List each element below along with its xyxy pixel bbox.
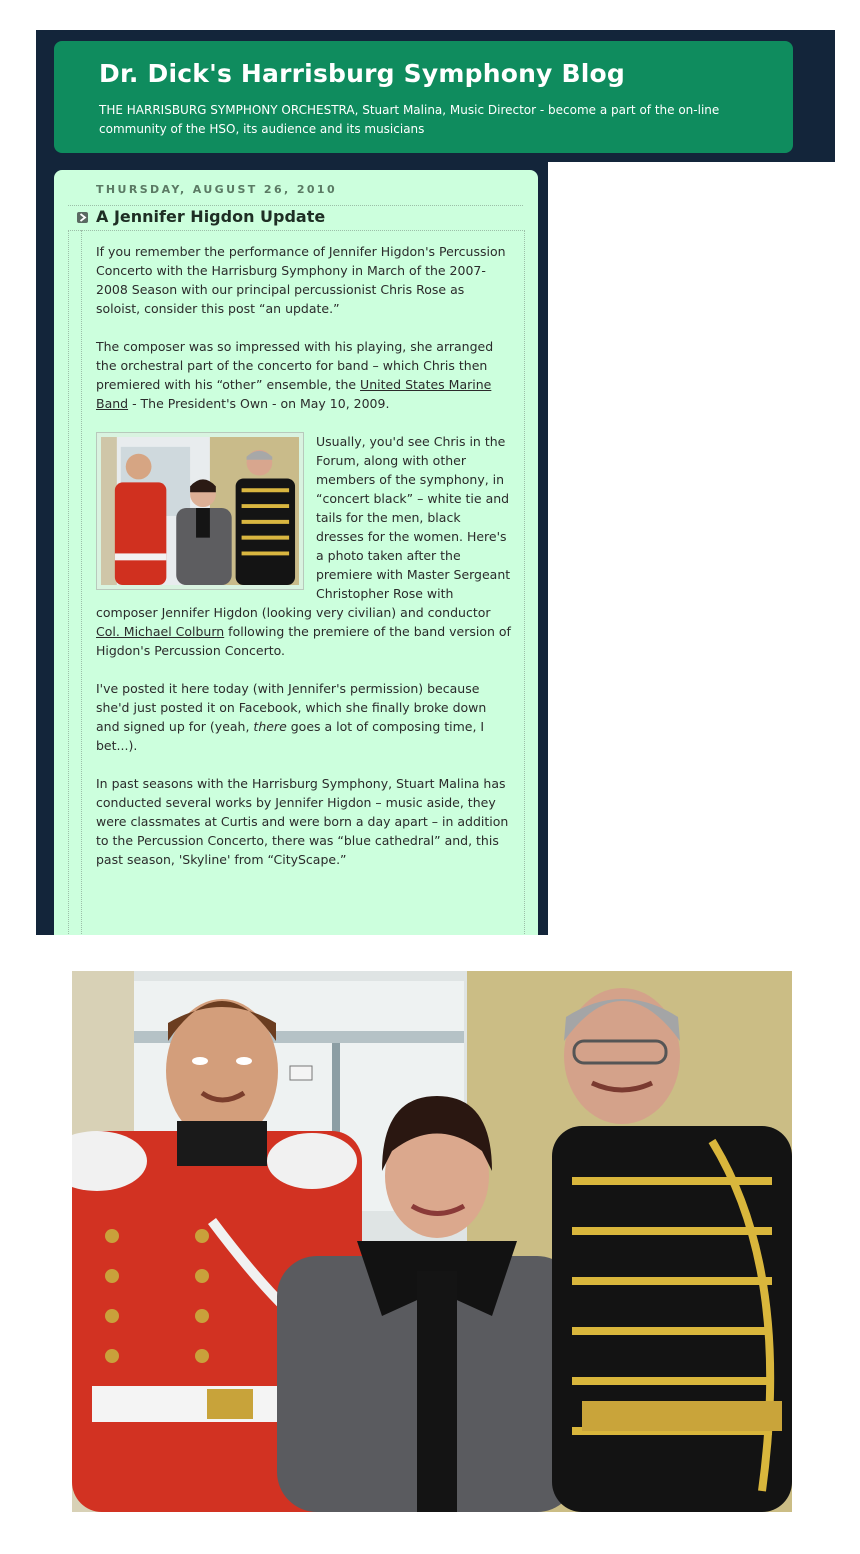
- blog-description: THE HARRISBURG SYMPHONY ORCHESTRA, Stuart Malina, Music Director - become a part of the on-line community of the HSO, its audience and its musicians: [99, 103, 720, 136]
- post-title[interactable]: A Jennifer Higdon Update: [96, 207, 326, 226]
- paragraph-band-text-a: The composer was so impressed with his playing, she arranged the orchestral part of the concerto for band – which Chris then premiered with his “other” ensemble, the: [96, 339, 494, 392]
- paragraph-facebook-text-a: I've posted it here today (with Jennifer's permission) because she'd just posted it on Facebook, which she finally broke down and signed up for (yeah,: [96, 681, 487, 734]
- paragraph-intro: If you remember the performance of Jennifer Higdon's Percussion Concerto with the Harrisburg Symphony in March of the 2007-2008 Season with our principal percussionist Chris Rose as soloist, consider this post “an update.”: [96, 244, 506, 316]
- post-container: [54, 170, 538, 935]
- enlarged-photo: [72, 971, 792, 1512]
- paragraph-band: [96, 337, 512, 413]
- paragraph-facebook-emphasis: there: [253, 719, 287, 734]
- link-us-marine-band[interactable]: United States Marine Band: [96, 377, 492, 411]
- photo-image: [101, 437, 299, 585]
- post-body: [96, 242, 512, 888]
- blog-title[interactable]: Dr. Dick's Harrisburg Symphony Blog: [99, 59, 625, 88]
- post-date: THURSDAY, AUGUST 26, 2010: [96, 183, 338, 196]
- arrow-right-icon: [77, 212, 88, 223]
- paragraph-facebook: [96, 679, 512, 755]
- link-col-michael-colburn[interactable]: Col. Michael Colburn: [96, 624, 225, 639]
- paragraph-facebook-text-b: goes a lot of composing time, I bet...).: [96, 719, 485, 753]
- thumbnail-illustration: [101, 437, 299, 585]
- blog-header: [54, 41, 793, 153]
- paragraph-band-text-b: - The President's Own - on May 10, 2009.: [128, 396, 390, 411]
- enlarged-photo-illustration: [72, 971, 792, 1512]
- paragraph-photo-text-a: Usually, you'd see Chris in the Forum, along with other members of the symphony, in “concert black” – white tie and tails for the men, black dresses for the women. Here's a photo taken after the premiere with Master Sergeant Christopher Rose with composer Jennifer Higdon (looking very civilian) and conductor: [96, 434, 511, 620]
- post-title-bar: [68, 205, 523, 231]
- paragraph-photo-text-b: following the premiere of the band version of Higdon's Percussion Concerto.: [96, 624, 511, 658]
- paragraph-past-seasons: In past seasons with the Harrisburg Symphony, Stuart Malina has conducted several works by Jennifer Higdon – music aside, they were classmates at Curtis and were born a day apart – in addition to the Percussion Concerto, there was “blue cathedral” and, this past season, 'Skyline' from “CityScape.”: [96, 776, 509, 867]
- post-photo-thumbnail[interactable]: [96, 432, 304, 590]
